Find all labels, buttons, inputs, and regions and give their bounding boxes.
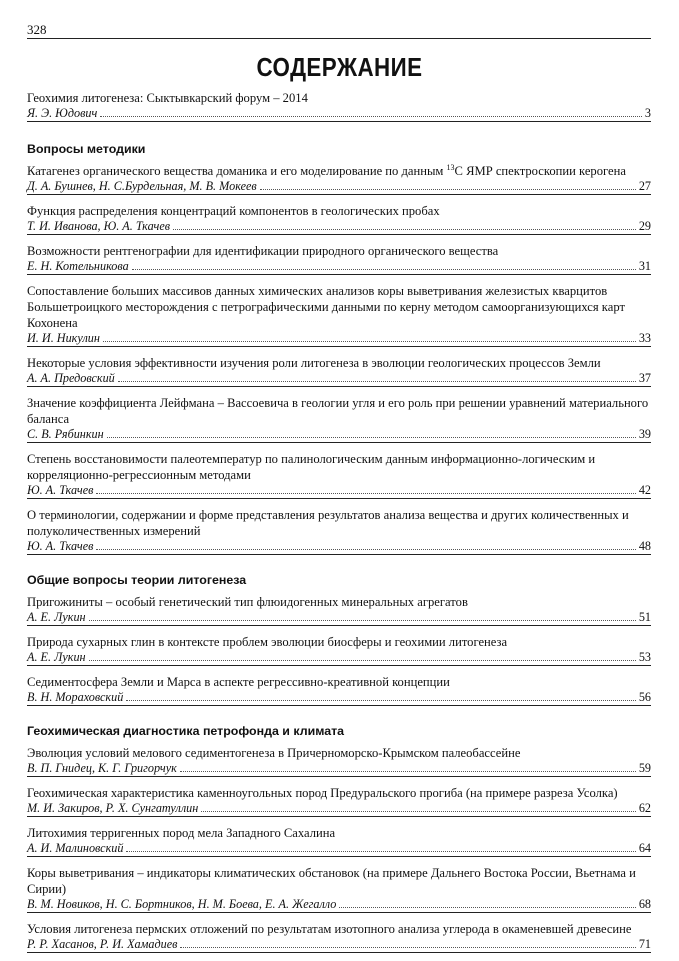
entry-author-line — [27, 371, 651, 387]
entry-author-line — [27, 650, 651, 666]
entry-authors: В. Н. Мораховский — [27, 690, 124, 704]
entry-title-text: Катагенез органического вещества доманика и его моделирование по данным — [27, 164, 447, 178]
entry-authors: Ю. А. Ткачев — [27, 483, 94, 497]
entry-page: 48 — [638, 539, 651, 553]
entry-page: 51 — [638, 610, 651, 624]
entry-authors: В. П. Гнидец, К. Г. Григорчук — [27, 761, 177, 775]
dot-leader — [100, 116, 642, 117]
entry-title-text: Некоторые условия эффективности изучения роли литогенеза в эволюции геологических процессов Земли — [27, 356, 601, 370]
entry-author-line — [27, 761, 651, 777]
dot-leader — [89, 660, 636, 661]
entry-author-line — [27, 690, 651, 706]
entry-authors: Ю. А. Ткачев — [27, 539, 94, 553]
entry-author-line — [27, 259, 651, 275]
entry-title — [27, 355, 651, 371]
toc-entry — [27, 921, 651, 953]
entry-authors: Е. Н. Котельникова — [27, 259, 129, 273]
toc-entry — [27, 745, 651, 777]
dot-leader — [180, 771, 636, 772]
entry-author-line — [27, 483, 651, 499]
entry-title-text: Природа сухарных глин в контексте проблем эволюции биосферы и геохимии литогенеза — [27, 635, 508, 649]
entry-authors: Т. И. Иванова, Ю. А. Ткачев — [27, 219, 171, 233]
entry-title — [27, 163, 651, 179]
dot-leader — [96, 549, 635, 550]
entry-authors: А. И. Малиновский — [27, 841, 124, 855]
entry-page: 56 — [638, 690, 651, 704]
isotope-superscript: 13 — [446, 162, 455, 172]
entry-page: 29 — [638, 219, 651, 233]
entry-title — [27, 634, 651, 650]
dot-leader — [126, 851, 635, 852]
entry-title — [27, 865, 651, 897]
entry-page: 27 — [638, 179, 651, 193]
entry-authors: Я. Э. Юдович — [27, 106, 98, 120]
entry-title: Геохимия литогенеза: Сыктывкарский форум – 2014 — [27, 91, 308, 105]
toc-entry — [27, 203, 651, 235]
entry-title-text: Седиментосфера Земли и Марса в аспекте регрессивно-креативной концепции — [27, 675, 450, 689]
toc-entry — [27, 674, 651, 706]
section-heading: Геохимическая диагностика петрофонда и климата — [27, 724, 345, 738]
dot-leader — [118, 381, 636, 382]
entry-author-line — [27, 610, 651, 626]
dot-leader — [339, 907, 635, 908]
entry-title-text: Функция распределения концентраций компонентов в геологических пробах — [27, 204, 440, 218]
entry-authors: М. И. Закиров, Р. Х. Сунгатуллин — [27, 801, 199, 815]
entry-page: 37 — [638, 371, 651, 385]
entry-author-line — [27, 219, 651, 235]
entry-title — [27, 745, 651, 761]
entry-title-text: Значение коэффициента Лейфмана – Вассоевича в геологии угля и его роль при решении уравнений материального баланса — [27, 396, 649, 426]
entry-page: 42 — [638, 483, 651, 497]
entry-title-text-continued: С ЯМР спектроскопии керогена — [454, 164, 626, 178]
entry-title — [27, 451, 651, 483]
entry-title — [27, 921, 651, 937]
toc-entry — [27, 355, 651, 387]
entry-page: 33 — [638, 331, 651, 345]
entry-title — [27, 825, 651, 841]
entry-title-text: Условия литогенеза пермских отложений по результатам изотопного анализа углерода в окаменевшей древесине — [27, 922, 632, 936]
entry-title-text: Возможности рентгенографии для идентификации природного органического вещества — [27, 244, 499, 258]
page-title: СОДЕРЖАНИЕ — [256, 52, 423, 82]
entry-author-line — [27, 331, 651, 347]
entry-authors: А. Е. Лукин — [27, 650, 86, 664]
toc-entry — [27, 825, 651, 857]
entry-title-text: Сопоставление больших массивов данных химических анализов коры выветривания железистых кварцитов Большетроицкого месторождения с петрографическими данными по керну методом самоорганизующихся карт Кохонена — [27, 284, 625, 330]
entry-title-text: Степень восстановимости палеотемператур по палинологическим данным информационно-логическим и корреляционно-регрессионным методами — [27, 452, 596, 482]
toc-entry — [27, 451, 651, 499]
dot-leader — [201, 811, 636, 812]
entry-page: 3 — [644, 106, 651, 120]
page-number: 328 — [27, 22, 47, 37]
entry-title — [27, 395, 651, 427]
dot-leader — [260, 189, 636, 190]
toc-entry — [27, 785, 651, 817]
entry-page: 71 — [638, 937, 651, 951]
entry-author-line — [27, 179, 651, 195]
entry-page: 68 — [638, 897, 651, 911]
toc-entry-intro — [27, 90, 651, 122]
entry-authors: И. И. Никулин — [27, 331, 100, 345]
entry-title — [27, 507, 651, 539]
dot-leader — [173, 229, 636, 230]
entry-title-text: Геохимическая характеристика каменноугольных пород Предуральского прогиба (на примере разреза Усолка) — [27, 786, 618, 800]
entry-title — [27, 243, 651, 259]
entry-title-text: О терминологии, содержании и форме представления результатов анализа вещества и других количественных и полуколичественных измерений — [27, 508, 629, 538]
dot-leader — [126, 700, 635, 701]
section-heading: Общие вопросы теории литогенеза — [27, 573, 247, 587]
toc-entry — [27, 163, 651, 195]
toc-entry — [27, 395, 651, 443]
entry-page: 53 — [638, 650, 651, 664]
entry-author-line — [27, 937, 651, 953]
entry-authors: А. Е. Лукин — [27, 610, 86, 624]
entry-authors: А. А. Предовский — [27, 371, 115, 385]
dot-leader — [89, 620, 636, 621]
entry-page: 59 — [638, 761, 651, 775]
entry-authors: С. В. Рябинкин — [27, 427, 104, 441]
entry-title-text: Эволюция условий мелового седиментогенеза в Причерноморско-Крымском палеобассейне — [27, 746, 521, 760]
dot-leader — [180, 947, 635, 948]
entry-author-line — [27, 106, 651, 122]
toc-entry — [27, 243, 651, 275]
table-of-contents — [27, 90, 651, 961]
toc-entry — [27, 634, 651, 666]
entry-title — [27, 283, 651, 331]
entry-title-text: Пригожиниты – особый генетический тип флюидогенных минеральных агрегатов — [27, 595, 468, 609]
entry-authors: Д. А. Бушнев, Н. С.Бурдельная, М. В. Мокеев — [27, 179, 257, 193]
dot-leader — [96, 493, 635, 494]
toc-entry — [27, 594, 651, 626]
entry-author-line — [27, 801, 651, 817]
entry-title-text: Литохимия терригенных пород мела Западного Сахалина — [27, 826, 336, 840]
toc-entry — [27, 865, 651, 913]
entry-author-line — [27, 427, 651, 443]
entry-title — [27, 674, 651, 690]
header-rule — [27, 38, 651, 39]
entry-title-text: Коры выветривания – индикаторы климатических обстановок (на примере Дальнего Востока России, Вьетнама и Сирии) — [27, 866, 636, 896]
entry-authors: Р. Р. Хасанов, Р. И. Хамадиев — [27, 937, 178, 951]
dot-leader — [132, 269, 636, 270]
dot-leader — [103, 341, 636, 342]
entry-page: 62 — [638, 801, 651, 815]
toc-entry — [27, 283, 651, 347]
entry-title — [27, 203, 651, 219]
entry-title — [27, 785, 651, 801]
entry-author-line — [27, 897, 651, 913]
entry-page: 39 — [638, 427, 651, 441]
section-heading: Вопросы методики — [27, 142, 146, 156]
toc-entry — [27, 507, 651, 555]
entry-authors: В. М. Новиков, Н. С. Бортников, Н. М. Боева, Е. А. Жегалло — [27, 897, 337, 911]
entry-page: 31 — [638, 259, 651, 273]
entry-author-line — [27, 539, 651, 555]
entry-page: 64 — [638, 841, 651, 855]
entry-author-line — [27, 841, 651, 857]
dot-leader — [107, 437, 636, 438]
entry-title — [27, 594, 651, 610]
